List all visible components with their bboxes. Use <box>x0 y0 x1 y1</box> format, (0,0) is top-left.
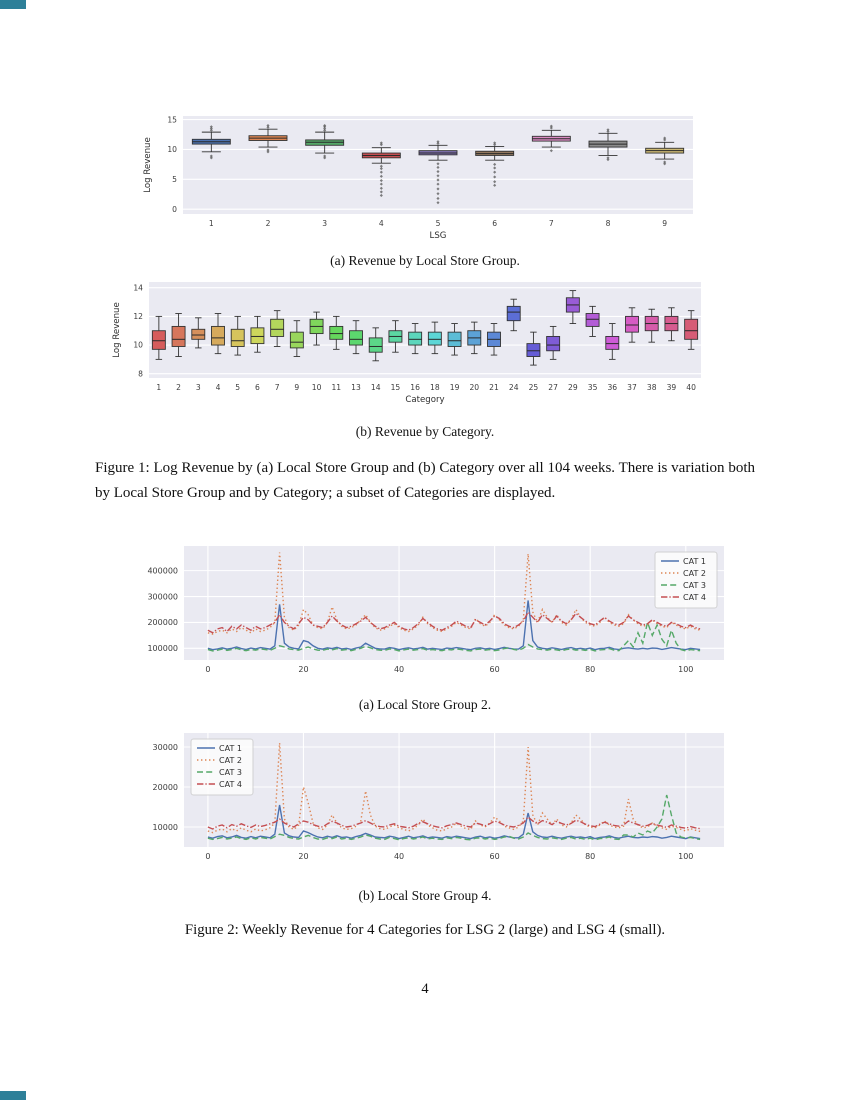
svg-text:Log Revenue: Log Revenue <box>143 137 153 193</box>
svg-text:4: 4 <box>378 219 384 228</box>
svg-text:10: 10 <box>167 145 177 155</box>
screen-edge-artifact-bottom-icon <box>0 1091 26 1100</box>
fig2b-linechart-lsg4-weekly-revenue <box>120 727 745 884</box>
fig2a-subcaption: (a) Local Store Group 2. <box>358 697 492 712</box>
fig1b-boxplot-revenue-by-category <box>105 276 725 417</box>
svg-text:39: 39 <box>666 383 677 392</box>
svg-text:3: 3 <box>195 383 201 392</box>
svg-text:20: 20 <box>469 383 480 392</box>
svg-text:5: 5 <box>435 219 441 228</box>
svg-text:30000: 30000 <box>152 742 178 752</box>
svg-text:80: 80 <box>585 665 596 674</box>
svg-text:15: 15 <box>390 383 401 392</box>
svg-text:400000: 400000 <box>147 566 178 576</box>
page-number: 4 <box>421 981 429 997</box>
svg-text:40: 40 <box>393 852 405 861</box>
svg-text:40: 40 <box>686 383 696 392</box>
svg-text:7: 7 <box>548 219 554 228</box>
fig2b-subcaption: (b) Local Store Group 4. <box>358 888 492 903</box>
svg-text:6: 6 <box>492 219 498 228</box>
figure1-caption: Figure 1: Log Revenue by (a) Local Store Group and (b) Category over all 104 weeks. There is variation both by Local Store Group and by Category; a subset of Categories are displayed. <box>95 460 755 501</box>
svg-text:6: 6 <box>255 383 260 392</box>
svg-text:11: 11 <box>331 383 342 392</box>
svg-text:CAT 3: CAT 3 <box>219 767 242 777</box>
svg-text:18: 18 <box>430 383 440 392</box>
svg-text:100000: 100000 <box>147 644 178 654</box>
svg-text:15: 15 <box>167 115 177 125</box>
svg-text:0: 0 <box>205 665 211 674</box>
svg-text:2: 2 <box>176 383 181 392</box>
svg-text:CAT 1: CAT 1 <box>683 556 706 566</box>
svg-text:12: 12 <box>133 312 143 322</box>
screen-edge-artifact-top-icon <box>0 0 26 9</box>
svg-text:20: 20 <box>298 665 309 674</box>
svg-text:CAT 4: CAT 4 <box>683 592 706 602</box>
svg-text:80: 80 <box>585 852 596 861</box>
svg-text:9: 9 <box>294 383 300 392</box>
svg-text:8: 8 <box>138 369 143 379</box>
svg-text:9: 9 <box>662 219 668 228</box>
svg-text:LSG: LSG <box>429 231 447 241</box>
svg-text:21: 21 <box>489 383 499 392</box>
svg-text:1: 1 <box>208 219 214 228</box>
svg-text:300000: 300000 <box>147 592 178 602</box>
svg-text:CAT 4: CAT 4 <box>219 779 242 789</box>
svg-text:27: 27 <box>548 383 558 392</box>
svg-text:14: 14 <box>370 383 381 392</box>
svg-text:35: 35 <box>587 383 598 392</box>
svg-text:16: 16 <box>410 383 420 392</box>
svg-text:100: 100 <box>678 665 694 674</box>
svg-text:200000: 200000 <box>147 618 178 628</box>
svg-text:Log Revenue: Log Revenue <box>112 302 122 358</box>
figure2-caption: Figure 2: Weekly Revenue for 4 Categories for LSG 2 (large) and LSG 4 (small). <box>184 922 666 938</box>
svg-text:10000: 10000 <box>152 822 178 832</box>
svg-text:5: 5 <box>235 383 241 392</box>
svg-text:CAT 3: CAT 3 <box>683 580 706 590</box>
svg-text:14: 14 <box>133 283 143 293</box>
svg-text:100: 100 <box>678 852 694 861</box>
svg-text:Category: Category <box>405 395 445 405</box>
svg-text:37: 37 <box>627 383 637 392</box>
svg-text:19: 19 <box>449 383 460 392</box>
svg-text:13: 13 <box>351 383 361 392</box>
svg-text:20: 20 <box>298 852 309 861</box>
svg-text:36: 36 <box>607 383 618 392</box>
svg-text:10: 10 <box>133 340 143 350</box>
svg-text:60: 60 <box>489 852 500 861</box>
svg-text:2: 2 <box>265 219 271 228</box>
fig2a-linechart-lsg2-weekly-revenue <box>120 540 745 697</box>
svg-text:0: 0 <box>205 852 211 861</box>
svg-text:CAT 2: CAT 2 <box>219 755 242 765</box>
svg-text:29: 29 <box>568 383 578 392</box>
svg-text:8: 8 <box>605 219 611 228</box>
svg-text:CAT 1: CAT 1 <box>219 743 242 753</box>
fig1b-subcaption: (b) Revenue by Category. <box>355 424 495 439</box>
svg-text:5: 5 <box>172 175 177 185</box>
fig1a-subcaption: (a) Revenue by Local Store Group. <box>330 253 520 268</box>
svg-text:38: 38 <box>646 383 657 392</box>
svg-text:7: 7 <box>274 383 280 392</box>
svg-text:0: 0 <box>172 204 177 214</box>
svg-text:CAT 2: CAT 2 <box>683 568 706 578</box>
svg-text:4: 4 <box>215 383 221 392</box>
svg-text:24: 24 <box>508 383 519 392</box>
svg-text:1: 1 <box>156 383 162 392</box>
svg-text:25: 25 <box>528 383 539 392</box>
svg-text:10: 10 <box>311 383 322 392</box>
svg-text:40: 40 <box>393 665 405 674</box>
svg-text:60: 60 <box>489 665 500 674</box>
fig1a-boxplot-revenue-by-lsg <box>135 108 715 253</box>
svg-text:20000: 20000 <box>152 782 178 792</box>
svg-text:3: 3 <box>322 219 328 228</box>
